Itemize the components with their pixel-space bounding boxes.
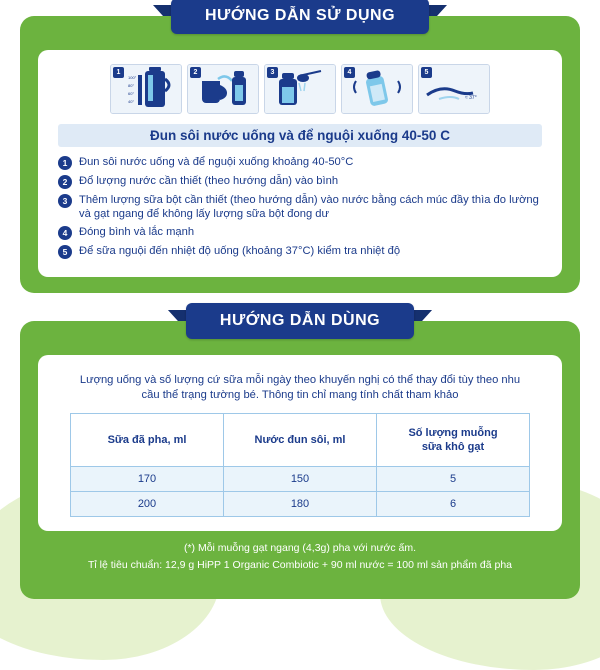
footnote-scoop: (*) Mỗi muỗng gạt ngang (4,3g) pha với nước ấm. [183, 542, 417, 554]
list-item-number: 3 [58, 194, 72, 208]
boil-water-headline: Đun sôi nước uống và để nguội xuống 40-50 C [58, 124, 542, 147]
step-number-4: 4 [344, 67, 355, 78]
dosage-table [70, 413, 530, 517]
step-number-3: 3 [267, 67, 278, 78]
footnote-ratio: Tỉ lệ tiêu chuẩn: 12,9 g HiPP 1 Organic Combiotic + 90 ml nước = 100 ml sản phẩm đã pha [87, 559, 513, 571]
list-item-text: Đun sôi nước uống và để nguội xuống khoảng 40-50°C [79, 156, 354, 168]
cell-scoops: 6 [377, 492, 530, 517]
dosage-panel-inner [38, 355, 562, 531]
column-header-scoops-line1: Số lượng muỗng [408, 427, 498, 439]
column-header-scoops-line2: sữa khô gạt [421, 441, 485, 453]
usage-panel-inner [38, 50, 562, 277]
column-header-boiled-water: Nước đun sôi, ml [224, 414, 377, 467]
cell-scoops: 5 [377, 467, 530, 492]
svg-text:100°: 100° [128, 75, 137, 80]
dosage-title-ribbon [20, 303, 580, 339]
cell-boiled-water: 150 [224, 467, 377, 492]
list-item-text: Đóng bình và lắc mạnh [79, 226, 195, 238]
table-row [71, 492, 530, 517]
list-item [58, 155, 544, 170]
step-number-1: 1 [113, 67, 124, 78]
list-item [58, 225, 544, 240]
table-row [71, 467, 530, 492]
usage-steps-list [52, 155, 548, 259]
usage-instructions-panel [20, 7, 580, 293]
step-card-2 [187, 64, 259, 114]
step-card-1 [110, 64, 182, 114]
list-item [58, 174, 544, 189]
list-item-number: 4 [58, 226, 72, 240]
step-card-5 [418, 64, 490, 114]
list-item [58, 193, 544, 221]
svg-text:≈ 37°: ≈ 37° [465, 95, 477, 101]
cell-prepared-milk: 170 [71, 467, 224, 492]
list-item [58, 244, 544, 259]
dosage-intro-text: Lượng uống và số lượng cứ sữa mỗi ngày theo khuyến nghị có thể thay đổi tùy theo nhu cầu thể trạng tường bé. Thông tin chỉ mang tính chất tham khảo [79, 374, 521, 401]
column-header-scoops [377, 414, 530, 467]
dosage-instructions-panel [20, 312, 580, 599]
list-item-number: 5 [58, 245, 72, 259]
step-card-4 [341, 64, 413, 114]
list-item-number: 1 [58, 156, 72, 170]
svg-text:80°: 80° [128, 83, 135, 88]
usage-title-text: HƯỚNG DẪN SỬ DỤNG [171, 0, 429, 34]
step-card-3 [264, 64, 336, 114]
step-number-2: 2 [190, 67, 201, 78]
usage-title-ribbon [20, 0, 580, 34]
column-header-prepared-milk: Sữa đã pha, ml [71, 414, 224, 467]
list-item-text: Để sữa nguội đến nhiệt độ uống (khoảng 37°C) kiểm tra nhiệt độ [79, 245, 401, 257]
list-item-number: 2 [58, 175, 72, 189]
cell-prepared-milk: 200 [71, 492, 224, 517]
svg-text:60°: 60° [128, 91, 135, 96]
cell-boiled-water: 180 [224, 492, 377, 517]
steps-icon-strip [52, 64, 548, 114]
table-header-row [71, 414, 530, 467]
list-item-text: Đổ lượng nước cần thiết (theo hướng dẫn) vào bình [79, 175, 339, 187]
step-number-5: 5 [421, 67, 432, 78]
dosage-title-text: HƯỚNG DẪN DÙNG [186, 303, 414, 339]
svg-text:40°: 40° [128, 99, 135, 104]
list-item-text: Thêm lượng sữa bột cần thiết (theo hướng dẫn) vào nước bằng cách múc đầy thìa đo lường và gạt ngang để không lấy lượng sữa bột đong dư [79, 194, 539, 220]
